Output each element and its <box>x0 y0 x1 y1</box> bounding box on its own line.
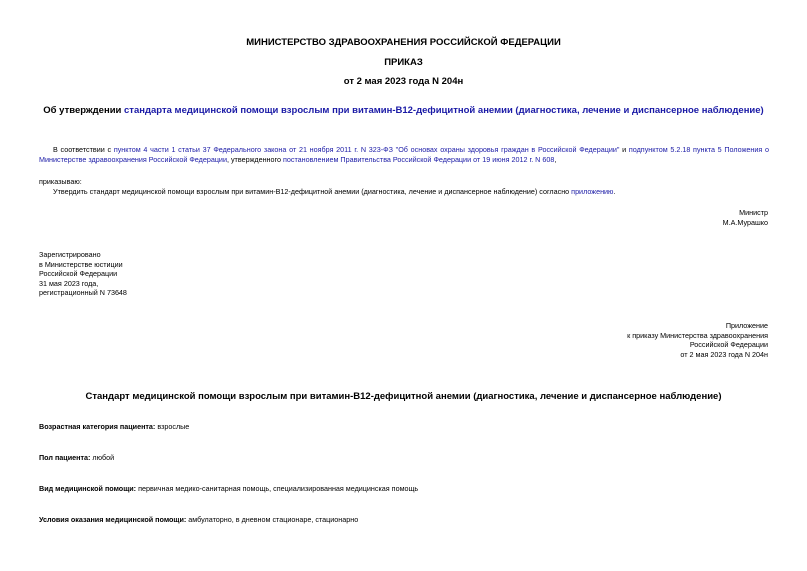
doc-date-number: от 2 мая 2023 года N 204н <box>343 76 464 87</box>
field-care-conditions <box>39 515 358 524</box>
field-age-category <box>39 422 189 431</box>
field-label: Вид медицинской помощи: <box>39 484 137 493</box>
appendix-block <box>627 321 768 359</box>
ministry-heading: МИНИСТЕРСТВО ЗДРАВООХРАНЕНИЯ РОССИЙСКОЙ ФЕДЕРАЦИИ <box>246 37 561 48</box>
signature-block <box>723 208 768 227</box>
preamble-link-law[interactable]: пунктом 4 части 1 статьи 37 Федерального закона от 21 ноября 2011 г. N 323-ФЗ "Об основах охраны здоровья граждан в Российской Федерации" <box>113 145 620 154</box>
field-patient-sex <box>39 453 114 462</box>
appendix-line: Приложение <box>725 321 768 330</box>
signature-position: Министр <box>739 208 768 217</box>
field-value: любой <box>90 453 115 462</box>
registration-line: Зарегистрировано <box>39 250 101 259</box>
preamble-text-3: , утвержденного <box>226 155 283 164</box>
field-label: Пол пациента: <box>39 453 91 462</box>
registration-line: в Министерстве юстиции <box>39 259 123 269</box>
order-text-prefix: Утвердить стандарт медицинской помощи взрослым при витамин-B12-дефицитной анемии (диагностика, лечение и диспансерное наблюдение) согласно <box>53 187 572 196</box>
field-value: амбулаторно, в дневном стационаре, стационарно <box>186 515 359 524</box>
appendix-line: от 2 мая 2023 года N 204н <box>680 349 768 359</box>
preamble-link-resolution[interactable]: постановлением Правительства Российской Федерации от 19 июня 2012 г. N 608 <box>282 155 555 164</box>
field-label: Возрастная категория пациента: <box>39 422 156 431</box>
preamble-text-4: , <box>554 155 557 164</box>
preamble-text-2: и <box>619 145 629 154</box>
registration-line: Российской Федерации <box>39 269 118 279</box>
appendix-line: к приказу Министерства здравоохранения <box>627 330 768 340</box>
appendix-line: Российской Федерации <box>689 340 768 350</box>
doc-title <box>0 105 807 116</box>
field-care-type <box>39 484 418 493</box>
preamble-paragraph <box>39 145 769 165</box>
order-text-suffix: . <box>613 187 616 196</box>
signature-name: М.А.Мурашко <box>722 217 768 227</box>
registration-line: 31 мая 2023 года, <box>39 278 99 288</box>
preamble-text-1: В соответствии с <box>53 145 114 154</box>
field-value: взрослые <box>155 422 190 431</box>
field-label: Условия оказания медицинской помощи: <box>39 515 187 524</box>
appendix-link[interactable]: приложению <box>571 187 614 196</box>
preamble-link-regulation[interactable]: подпунктом 5.2.18 пункта 5 Положения о Министерстве здравоохранения Российской Федерации <box>39 145 769 164</box>
doc-title-link[interactable]: стандарта медицинской помощи взрослым при витамин-B12-дефицитной анемии (диагностика, лечение и диспансерное наблюдение) <box>124 105 764 116</box>
order-text <box>53 187 615 197</box>
field-value: первичная медико-санитарная помощь, специализированная медицинская помощь <box>136 484 419 493</box>
registration-line: регистрационный N 73648 <box>39 288 127 298</box>
registration-block <box>39 250 127 298</box>
doc-title-prefix: Об утверждении <box>43 105 125 116</box>
standard-title: Стандарт медицинской помощи взрослым при витамин-B12-дефицитной анемии (диагностика, лечение и диспансерное наблюдение) <box>85 391 722 402</box>
doc-type: ПРИКАЗ <box>384 57 423 68</box>
order-label: приказываю: <box>39 177 82 186</box>
